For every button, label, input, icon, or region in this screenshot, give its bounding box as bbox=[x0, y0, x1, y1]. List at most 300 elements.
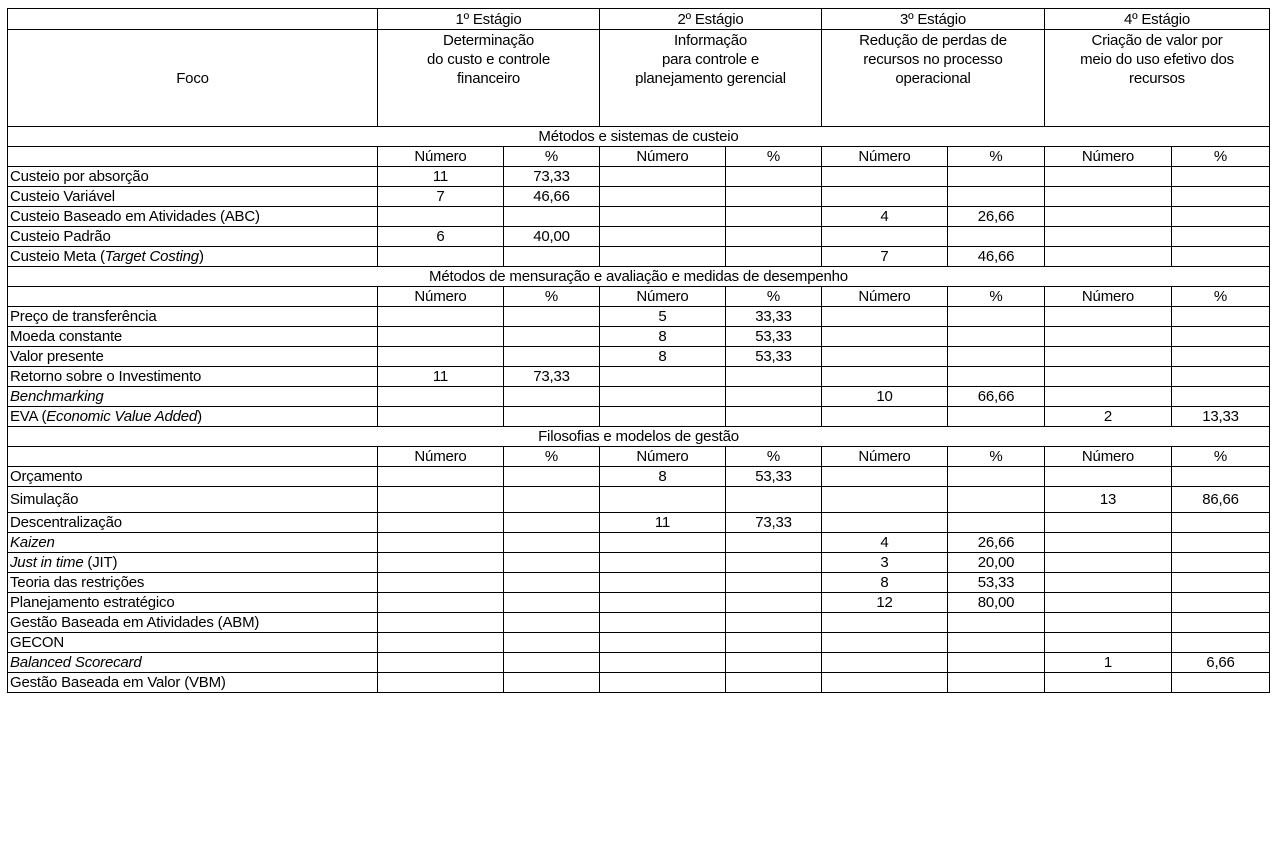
numero-cell: 5 bbox=[600, 307, 726, 327]
pct-cell: 66,66 bbox=[948, 387, 1045, 407]
numero-cell: 1 bbox=[1045, 653, 1172, 673]
stage-name: 1º Estágio bbox=[378, 9, 600, 30]
col-pct-header: % bbox=[726, 147, 822, 167]
row-label bbox=[8, 553, 378, 573]
numero-cell bbox=[600, 573, 726, 593]
row-label bbox=[8, 367, 378, 387]
numero-cell bbox=[378, 513, 504, 533]
empty-label-cell bbox=[8, 287, 378, 307]
pct-cell bbox=[726, 533, 822, 553]
pct-cell bbox=[726, 207, 822, 227]
row-label bbox=[8, 227, 378, 247]
pct-cell bbox=[948, 187, 1045, 207]
empty-label-cell bbox=[8, 147, 378, 167]
stage-description-text: Informação para controle e planejamento gerencial bbox=[635, 32, 786, 87]
numero-cell bbox=[822, 673, 948, 693]
section-title-row bbox=[8, 427, 1270, 447]
pct-cell: 53,33 bbox=[726, 467, 822, 487]
pct-cell bbox=[1172, 387, 1270, 407]
table-row bbox=[8, 247, 1270, 267]
numero-cell bbox=[822, 167, 948, 187]
numero-cell bbox=[1045, 207, 1172, 227]
numero-cell bbox=[822, 347, 948, 367]
section-title: Métodos de mensuração e avaliação e medidas de desempenho bbox=[8, 267, 1270, 287]
numero-cell bbox=[1045, 327, 1172, 347]
numero-cell bbox=[378, 307, 504, 327]
numero-cell bbox=[378, 407, 504, 427]
pct-cell bbox=[726, 573, 822, 593]
pct-cell bbox=[726, 407, 822, 427]
pct-cell bbox=[948, 327, 1045, 347]
numero-cell: 10 bbox=[822, 387, 948, 407]
pct-cell: 40,00 bbox=[504, 227, 600, 247]
numero-cell bbox=[378, 247, 504, 267]
pct-cell: 86,66 bbox=[1172, 487, 1270, 513]
pct-cell bbox=[948, 673, 1045, 693]
section-title-row bbox=[8, 267, 1270, 287]
corner-cell bbox=[8, 9, 378, 30]
row-label-text: Descentralização bbox=[10, 514, 122, 531]
numero-cell: 8 bbox=[600, 327, 726, 347]
numero-cell bbox=[1045, 633, 1172, 653]
numero-cell: 11 bbox=[600, 513, 726, 533]
numero-cell bbox=[822, 653, 948, 673]
col-numero-header: Número bbox=[378, 287, 504, 307]
pct-cell bbox=[504, 553, 600, 573]
numero-cell bbox=[378, 553, 504, 573]
numero-cell bbox=[600, 167, 726, 187]
numero-cell bbox=[1045, 593, 1172, 613]
numero-cell bbox=[822, 513, 948, 533]
stage-description-text: Determinação do custo e controle financeiro bbox=[427, 32, 550, 87]
row-label-text: Simulação bbox=[10, 491, 79, 508]
numero-cell bbox=[378, 573, 504, 593]
row-label-text: Benchmarking bbox=[10, 388, 104, 405]
pct-cell: 33,33 bbox=[726, 307, 822, 327]
pct-cell bbox=[726, 227, 822, 247]
pct-cell: 6,66 bbox=[1172, 653, 1270, 673]
numero-cell bbox=[378, 207, 504, 227]
pct-cell: 20,00 bbox=[948, 553, 1045, 573]
pct-cell: 53,33 bbox=[948, 573, 1045, 593]
pct-cell: 26,66 bbox=[948, 533, 1045, 553]
row-label-text: Gestão Baseada em Valor (VBM) bbox=[10, 674, 226, 691]
stages-table bbox=[7, 8, 1270, 713]
pct-cell: 53,33 bbox=[726, 327, 822, 347]
table-row bbox=[8, 187, 1270, 207]
numero-cell: 2 bbox=[1045, 407, 1172, 427]
row-label bbox=[8, 407, 378, 427]
row-label bbox=[8, 327, 378, 347]
numero-cell bbox=[822, 367, 948, 387]
numero-cell: 4 bbox=[822, 533, 948, 553]
pct-cell bbox=[1172, 307, 1270, 327]
row-label bbox=[8, 207, 378, 227]
pct-cell bbox=[1172, 533, 1270, 553]
pct-cell: 53,33 bbox=[726, 347, 822, 367]
row-label-text: Custeio Baseado em Atividades (ABC) bbox=[10, 208, 260, 225]
stage-description bbox=[822, 30, 1045, 127]
table-row bbox=[8, 167, 1270, 187]
numero-cell bbox=[600, 207, 726, 227]
row-label-text: Moeda constante bbox=[10, 328, 123, 345]
numero-cell bbox=[378, 487, 504, 513]
pct-cell bbox=[504, 513, 600, 533]
col-numero-header: Número bbox=[600, 147, 726, 167]
numero-cell bbox=[600, 553, 726, 573]
row-label-text: Custeio Variável bbox=[10, 188, 115, 205]
row-label-text: ) bbox=[198, 248, 204, 265]
numero-cell bbox=[378, 633, 504, 653]
col-numero-header: Número bbox=[378, 147, 504, 167]
table-row bbox=[8, 467, 1270, 487]
numero-cell bbox=[1045, 613, 1172, 633]
numero-cell bbox=[600, 227, 726, 247]
pct-cell bbox=[504, 387, 600, 407]
numero-cell bbox=[600, 653, 726, 673]
pct-cell bbox=[1172, 633, 1270, 653]
pct-cell bbox=[726, 653, 822, 673]
table-row bbox=[8, 327, 1270, 347]
pct-cell bbox=[948, 227, 1045, 247]
col-pct-header: % bbox=[948, 447, 1045, 467]
table-row bbox=[8, 673, 1270, 693]
row-label bbox=[8, 247, 378, 267]
pct-cell bbox=[1172, 327, 1270, 347]
pct-cell bbox=[504, 633, 600, 653]
pct-cell: 73,33 bbox=[504, 167, 600, 187]
numero-cell bbox=[600, 247, 726, 267]
row-label-text: Custeio Padrão bbox=[10, 228, 111, 245]
col-numero-header: Número bbox=[822, 147, 948, 167]
numero-cell bbox=[1045, 167, 1172, 187]
row-label-text: EVA ( bbox=[10, 408, 47, 425]
numero-cell: 13 bbox=[1045, 487, 1172, 513]
row-label bbox=[8, 387, 378, 407]
numero-cell bbox=[600, 613, 726, 633]
row-label bbox=[8, 167, 378, 187]
numero-cell: 12 bbox=[822, 593, 948, 613]
row-label-text: Valor presente bbox=[10, 348, 104, 365]
column-header-row bbox=[8, 287, 1270, 307]
pct-cell bbox=[726, 487, 822, 513]
row-label-text: Preço de transferência bbox=[10, 308, 157, 325]
row-label bbox=[8, 613, 378, 633]
numero-cell bbox=[822, 227, 948, 247]
pct-cell bbox=[948, 347, 1045, 367]
pct-cell bbox=[504, 407, 600, 427]
pct-cell bbox=[948, 633, 1045, 653]
numero-cell bbox=[600, 533, 726, 553]
numero-cell bbox=[1045, 387, 1172, 407]
table-row bbox=[8, 227, 1270, 247]
pct-cell: 73,33 bbox=[504, 367, 600, 387]
row-label-text: Custeio Meta ( bbox=[10, 248, 105, 265]
numero-cell bbox=[378, 387, 504, 407]
numero-cell bbox=[378, 613, 504, 633]
pct-cell bbox=[726, 247, 822, 267]
numero-cell bbox=[1045, 187, 1172, 207]
stage-name: 2º Estágio bbox=[600, 9, 822, 30]
pct-cell bbox=[948, 367, 1045, 387]
stage-desc-row bbox=[8, 30, 1270, 127]
numero-cell bbox=[600, 673, 726, 693]
col-pct-header: % bbox=[726, 447, 822, 467]
numero-cell bbox=[600, 407, 726, 427]
row-label bbox=[8, 307, 378, 327]
numero-cell bbox=[600, 593, 726, 613]
numero-cell bbox=[1045, 513, 1172, 533]
spacer-row bbox=[8, 693, 1270, 714]
pct-cell bbox=[948, 613, 1045, 633]
numero-cell bbox=[1045, 247, 1172, 267]
row-label-text: Gestão Baseada em Atividades (ABM) bbox=[10, 614, 260, 631]
numero-cell bbox=[1045, 573, 1172, 593]
row-label bbox=[8, 633, 378, 653]
numero-cell bbox=[378, 347, 504, 367]
numero-cell bbox=[1045, 553, 1172, 573]
pct-cell bbox=[504, 533, 600, 553]
numero-cell bbox=[1045, 673, 1172, 693]
pct-cell bbox=[948, 167, 1045, 187]
col-numero-header: Número bbox=[1045, 447, 1172, 467]
numero-cell: 8 bbox=[600, 347, 726, 367]
pct-cell bbox=[504, 487, 600, 513]
pct-cell bbox=[1172, 167, 1270, 187]
row-label bbox=[8, 653, 378, 673]
numero-cell: 7 bbox=[822, 247, 948, 267]
pct-cell: 46,66 bbox=[948, 247, 1045, 267]
pct-cell bbox=[504, 613, 600, 633]
pct-cell bbox=[948, 487, 1045, 513]
numero-cell: 6 bbox=[378, 227, 504, 247]
pct-cell bbox=[1172, 207, 1270, 227]
row-label-text: GECON bbox=[10, 634, 65, 651]
pct-cell bbox=[1172, 347, 1270, 367]
stage-description-text: Redução de perdas de recursos no processo operacional bbox=[859, 32, 1007, 87]
col-pct-header: % bbox=[948, 287, 1045, 307]
numero-cell bbox=[822, 633, 948, 653]
row-label-text: ) bbox=[197, 408, 202, 425]
numero-cell bbox=[822, 407, 948, 427]
row-label-text: Just in time bbox=[10, 554, 84, 571]
pct-cell bbox=[1172, 593, 1270, 613]
table-row bbox=[8, 347, 1270, 367]
column-header-row bbox=[8, 447, 1270, 467]
numero-cell bbox=[822, 467, 948, 487]
pct-cell bbox=[948, 307, 1045, 327]
stage-description bbox=[1045, 30, 1270, 127]
row-label-text: (JIT) bbox=[83, 554, 118, 571]
stage-description-text: Criação de valor por meio do uso efetivo dos recursos bbox=[1080, 32, 1234, 87]
table-row bbox=[8, 593, 1270, 613]
pct-cell bbox=[948, 513, 1045, 533]
row-label-text: Balanced Scorecard bbox=[10, 654, 142, 671]
table-row bbox=[8, 367, 1270, 387]
numero-cell: 11 bbox=[378, 167, 504, 187]
numero-cell bbox=[378, 653, 504, 673]
numero-cell bbox=[1045, 347, 1172, 367]
empty-label-cell bbox=[8, 447, 378, 467]
pct-cell: 73,33 bbox=[726, 513, 822, 533]
table-row bbox=[8, 387, 1270, 407]
col-numero-header: Número bbox=[1045, 287, 1172, 307]
pct-cell bbox=[1172, 227, 1270, 247]
stage-name-row bbox=[8, 9, 1270, 30]
col-numero-header: Número bbox=[600, 447, 726, 467]
col-pct-header: % bbox=[1172, 447, 1270, 467]
pct-cell bbox=[504, 653, 600, 673]
col-pct-header: % bbox=[726, 287, 822, 307]
row-label bbox=[8, 673, 378, 693]
col-pct-header: % bbox=[504, 147, 600, 167]
numero-cell: 11 bbox=[378, 367, 504, 387]
row-label bbox=[8, 467, 378, 487]
pct-cell bbox=[948, 467, 1045, 487]
numero-cell bbox=[822, 327, 948, 347]
numero-cell: 8 bbox=[822, 573, 948, 593]
row-label bbox=[8, 533, 378, 553]
pct-cell bbox=[726, 167, 822, 187]
pct-cell bbox=[1172, 367, 1270, 387]
numero-cell bbox=[822, 187, 948, 207]
col-numero-header: Número bbox=[1045, 147, 1172, 167]
numero-cell bbox=[600, 187, 726, 207]
pct-cell bbox=[504, 207, 600, 227]
table-row bbox=[8, 407, 1270, 427]
pct-cell bbox=[726, 367, 822, 387]
section-title-row bbox=[8, 127, 1270, 147]
pct-cell bbox=[726, 187, 822, 207]
pct-cell bbox=[1172, 613, 1270, 633]
section-title: Métodos e sistemas de custeio bbox=[8, 127, 1270, 147]
numero-cell: 8 bbox=[600, 467, 726, 487]
table-row bbox=[8, 487, 1270, 513]
stage-name: 4º Estágio bbox=[1045, 9, 1270, 30]
pct-cell bbox=[504, 573, 600, 593]
pct-cell: 80,00 bbox=[948, 593, 1045, 613]
row-label-text: Planejamento estratégico bbox=[10, 594, 175, 611]
col-pct-header: % bbox=[504, 287, 600, 307]
column-header-row bbox=[8, 147, 1270, 167]
pct-cell bbox=[1172, 673, 1270, 693]
numero-cell bbox=[600, 387, 726, 407]
row-label bbox=[8, 513, 378, 533]
col-numero-header: Número bbox=[378, 447, 504, 467]
numero-cell bbox=[378, 533, 504, 553]
numero-cell: 7 bbox=[378, 187, 504, 207]
foco-header: Foco bbox=[8, 30, 378, 127]
row-label bbox=[8, 593, 378, 613]
row-label-text: Orçamento bbox=[10, 468, 83, 485]
table-row bbox=[8, 633, 1270, 653]
numero-cell bbox=[378, 327, 504, 347]
row-label-text: Custeio por absorção bbox=[10, 168, 149, 185]
numero-cell bbox=[1045, 367, 1172, 387]
pct-cell bbox=[1172, 187, 1270, 207]
numero-cell bbox=[822, 613, 948, 633]
pct-cell bbox=[726, 613, 822, 633]
stage-description bbox=[600, 30, 822, 127]
row-label-text: Retorno sobre o Investimento bbox=[10, 368, 202, 385]
numero-cell bbox=[1045, 307, 1172, 327]
pct-cell bbox=[726, 387, 822, 407]
pct-cell bbox=[726, 553, 822, 573]
pct-cell bbox=[726, 593, 822, 613]
row-label bbox=[8, 573, 378, 593]
row-label bbox=[8, 347, 378, 367]
pct-cell bbox=[504, 327, 600, 347]
pct-cell bbox=[726, 673, 822, 693]
table-row bbox=[8, 207, 1270, 227]
row-label-text: Teoria das restrições bbox=[10, 574, 145, 591]
numero-cell bbox=[378, 673, 504, 693]
col-pct-header: % bbox=[948, 147, 1045, 167]
numero-cell bbox=[378, 467, 504, 487]
table-row bbox=[8, 553, 1270, 573]
pct-cell bbox=[948, 407, 1045, 427]
pct-cell bbox=[504, 467, 600, 487]
numero-cell bbox=[600, 487, 726, 513]
pct-cell: 46,66 bbox=[504, 187, 600, 207]
row-label-text: Economic Value Added bbox=[46, 408, 198, 425]
numero-cell: 4 bbox=[822, 207, 948, 227]
pct-cell bbox=[504, 593, 600, 613]
numero-cell bbox=[822, 487, 948, 513]
pct-cell bbox=[726, 633, 822, 653]
pct-cell bbox=[1172, 553, 1270, 573]
numero-cell bbox=[378, 593, 504, 613]
numero-cell bbox=[600, 367, 726, 387]
pct-cell bbox=[1172, 573, 1270, 593]
numero-cell: 3 bbox=[822, 553, 948, 573]
table-row bbox=[8, 307, 1270, 327]
numero-cell bbox=[1045, 227, 1172, 247]
col-pct-header: % bbox=[1172, 147, 1270, 167]
col-numero-header: Número bbox=[600, 287, 726, 307]
table-row bbox=[8, 613, 1270, 633]
numero-cell bbox=[1045, 467, 1172, 487]
pct-cell bbox=[1172, 467, 1270, 487]
row-label-text: Target Costing bbox=[104, 248, 199, 265]
row-label-text: Kaizen bbox=[10, 534, 55, 551]
pct-cell bbox=[1172, 513, 1270, 533]
pct-cell: 13,33 bbox=[1172, 407, 1270, 427]
stage-description bbox=[378, 30, 600, 127]
numero-cell bbox=[600, 633, 726, 653]
pct-cell bbox=[504, 307, 600, 327]
col-numero-header: Número bbox=[822, 287, 948, 307]
pct-cell bbox=[504, 673, 600, 693]
pct-cell bbox=[1172, 247, 1270, 267]
numero-cell bbox=[822, 307, 948, 327]
table-row bbox=[8, 653, 1270, 673]
numero-cell bbox=[1045, 533, 1172, 553]
pct-cell bbox=[504, 347, 600, 367]
section-title: Filosofias e modelos de gestão bbox=[8, 427, 1270, 447]
pct-cell bbox=[948, 653, 1045, 673]
row-label bbox=[8, 487, 378, 513]
pct-cell bbox=[504, 247, 600, 267]
table-row bbox=[8, 513, 1270, 533]
table-row bbox=[8, 573, 1270, 593]
col-pct-header: % bbox=[1172, 287, 1270, 307]
pct-cell: 26,66 bbox=[948, 207, 1045, 227]
stage-name: 3º Estágio bbox=[822, 9, 1045, 30]
table-row bbox=[8, 533, 1270, 553]
spacer-cell bbox=[8, 693, 1270, 714]
col-pct-header: % bbox=[504, 447, 600, 467]
